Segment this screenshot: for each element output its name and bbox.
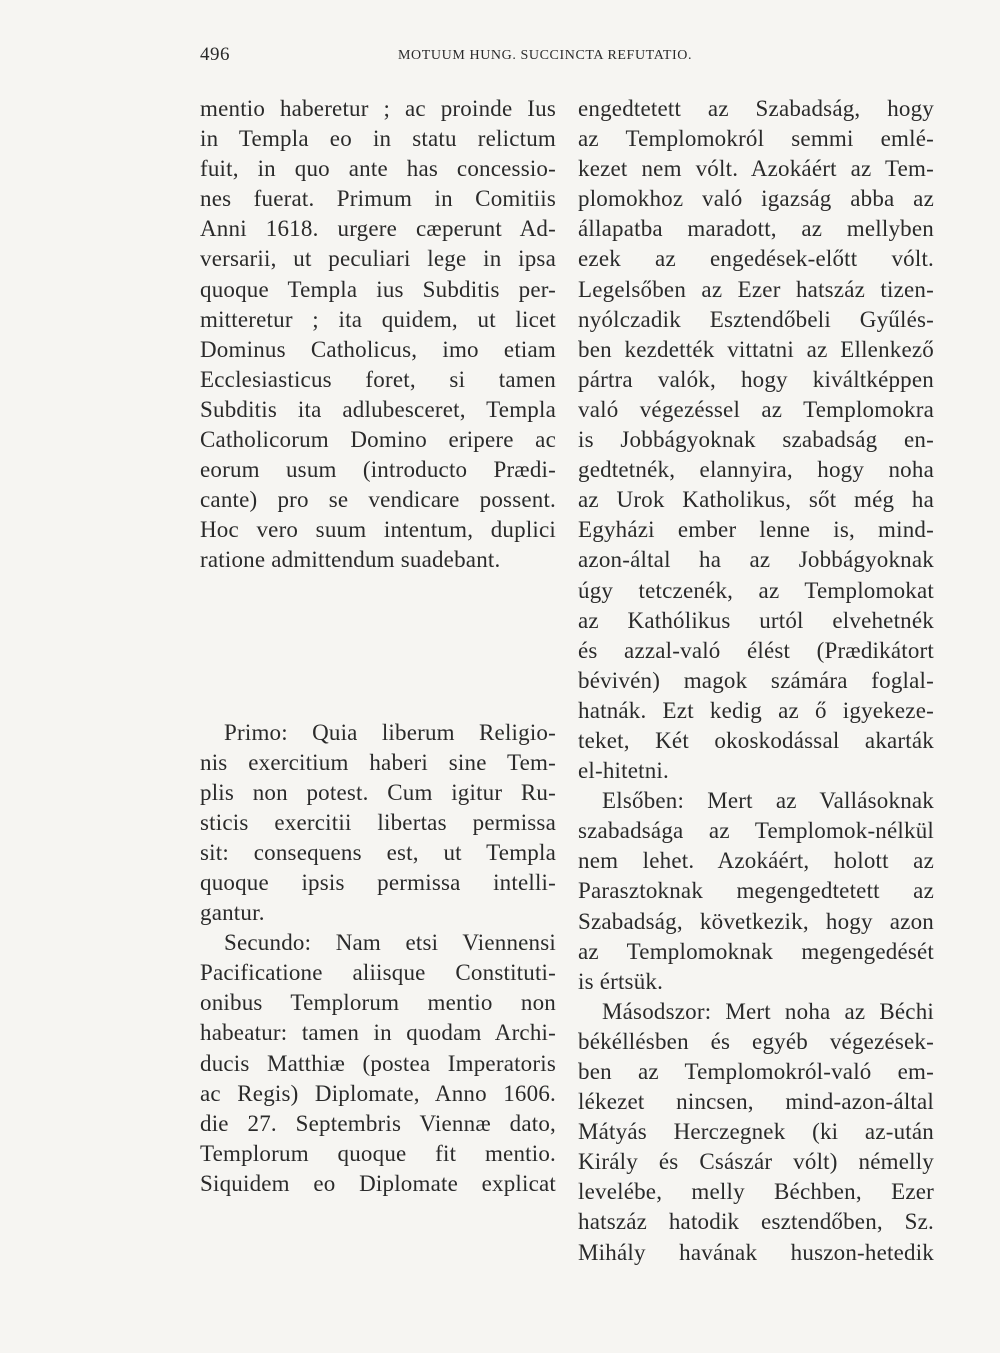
text-line: úgy tetczenék, az Templomokat: [578, 577, 934, 603]
text-line: is Jobbágyoknak szabadság en-: [578, 427, 934, 453]
text-line: ratione admittendum suadebant.: [200, 547, 501, 573]
text-line: el-hitetni.: [578, 758, 669, 784]
text-line: Primo: Quia liberum Religio-: [224, 719, 556, 745]
text-line: Subditis ita adlubesceret, Templa: [200, 396, 556, 422]
text-line: nes fuerat. Primum in Comitiis: [200, 186, 556, 212]
text-line: és azzal-való élést (Prædikátort: [578, 637, 934, 663]
column-gap: [200, 576, 556, 718]
running-title: MOTUUM HUNG. SUCCINCTA REFUTATIO.: [398, 48, 693, 63]
text-line: ducis Matthiæ (postea Imperatoris: [200, 1050, 556, 1076]
text-line: hatnák. Ezt kedig az ő igyekeze-: [578, 697, 934, 723]
text-line: ezek az engedések-előtt vólt.: [578, 246, 934, 272]
text-line: az Templomoknak megengedését: [578, 938, 934, 964]
latin-column: [200, 94, 556, 1199]
page-number: 496: [200, 44, 230, 65]
text-line: cante) pro se vendicare possent.: [200, 487, 556, 513]
text-line: Dominus Catholicus, imo etiam: [200, 336, 556, 362]
text-line: az Kathólikus urtól elvehetnék: [578, 607, 934, 633]
text-line: teket, Két okoskodással akarták: [578, 727, 934, 753]
text-line: bévivén) magok számára foglal-: [578, 667, 934, 693]
text-line: nis exercitium haberi sine Tem-: [200, 749, 556, 775]
text-line: nem lehet. Azokáért, holott az: [578, 848, 934, 874]
text-line: die 27. Septembris Viennæ dato,: [200, 1110, 556, 1136]
text-line: Elsőben: Mert az Vallásoknak: [602, 788, 934, 814]
text-line: Secundo: Nam etsi Viennensi: [224, 930, 556, 956]
text-line: az Templomokról semmi emlé-: [578, 126, 934, 152]
text-line: békéllésben és egyéb végezések-: [578, 1028, 934, 1054]
text-line: Szabadság, következik, hogy azon: [578, 908, 934, 934]
text-line: lékezet nincsen, mind-azon-által: [578, 1089, 934, 1115]
text-line: Ecclesiasticus foret, si tamen: [200, 366, 556, 392]
text-line: szabadsága az Templomok-nélkül: [578, 818, 934, 844]
text-line: eorum usum (introducto Prædi-: [200, 457, 556, 483]
text-line: nyólczadik Esztendőbeli Gyűlés-: [578, 306, 934, 332]
text-line: habeatur: tamen in quodam Archi-: [200, 1020, 556, 1046]
text-line: pártra valók, hogy kiváltképpen: [578, 366, 934, 392]
text-line: is értsük.: [578, 968, 664, 994]
text-line: Legelsőben az Ezer hatszáz tizen-: [578, 276, 934, 302]
text-line: gedtetnék, elannyira, hogy noha: [578, 457, 934, 483]
text-line: Catholicorum Domino eripere ac: [200, 427, 556, 453]
text-line: mentio haberetur ; ac proinde Ius: [200, 96, 556, 121]
text-line: Másodszor: Mert noha az Béchi: [602, 998, 934, 1024]
text-line: ac Regis) Diplomate, Anno 1606.: [200, 1080, 556, 1106]
text-line: hatszáz hatodik esztendőben, Sz.: [578, 1209, 934, 1235]
text-line: engedtetett az Szabadság, hogy: [578, 96, 934, 121]
text-line: az Urok Katholikus, sőt még ha: [578, 487, 934, 513]
text-line: plis non potest. Cum igitur Ru-: [200, 779, 556, 805]
latin-paragraph-2: [200, 718, 556, 1200]
text-line: állapatba maradott, az mellyben: [578, 216, 934, 242]
text-line: Egyházi ember lenne is, mind-: [578, 517, 934, 543]
latin-paragraph-1: [200, 94, 556, 576]
text-line: Templorum quoque fit mentio.: [200, 1140, 556, 1166]
text-line: kezet nem vólt. Azokáért az Tem-: [578, 156, 934, 182]
text-line: Hoc vero suum intentum, duplici: [200, 517, 556, 543]
text-line: Király és Császár vólt) némelly: [578, 1149, 934, 1175]
text-line: gantur.: [200, 900, 265, 926]
text-line: quoque Templa ius Subditis per-: [200, 276, 556, 302]
text-line: quoque ipsis permissa intelli-: [200, 869, 556, 895]
text-line: fuit, in quo ante has concessio-: [200, 156, 556, 182]
text-line: onibus Templorum mentio non: [200, 990, 556, 1016]
text-line: való végezéssel az Templomokra: [578, 396, 934, 422]
hungarian-column: [578, 94, 934, 1268]
text-line: Parasztoknak megengedtetett az: [578, 878, 934, 904]
text-line: in Templa eo in statu relictum: [200, 126, 556, 152]
text-line: plomokhoz való igazság abba az: [578, 186, 934, 212]
text-line: versarii, ut peculiari lege in ipsa: [200, 246, 556, 272]
text-line: mitteretur ; ita quidem, ut licet: [200, 306, 556, 332]
text-line: ben az Templomokról-való em-: [578, 1059, 934, 1084]
text-line: Mihály havának huszon-hetedik: [578, 1239, 934, 1265]
text-line: ben kezdették vittatni az Ellenkező: [578, 336, 934, 362]
text-line: sticis exercitii libertas permissa: [200, 809, 556, 835]
text-line: levelébe, melly Béchben, Ezer: [578, 1179, 934, 1205]
text-line: Mátyás Herczegnek (ki az-után: [578, 1119, 934, 1145]
text-line: Anni 1618. urgere cæperunt Ad-: [200, 216, 556, 242]
text-line: sit: consequens est, ut Templa: [200, 839, 556, 865]
text-line: Pacificatione aliisque Constituti-: [200, 960, 556, 986]
text-line: azon-által ha az Jobbágyoknak: [578, 547, 934, 573]
text-line: Siquidem eo Diplomate explicat: [200, 1170, 556, 1196]
